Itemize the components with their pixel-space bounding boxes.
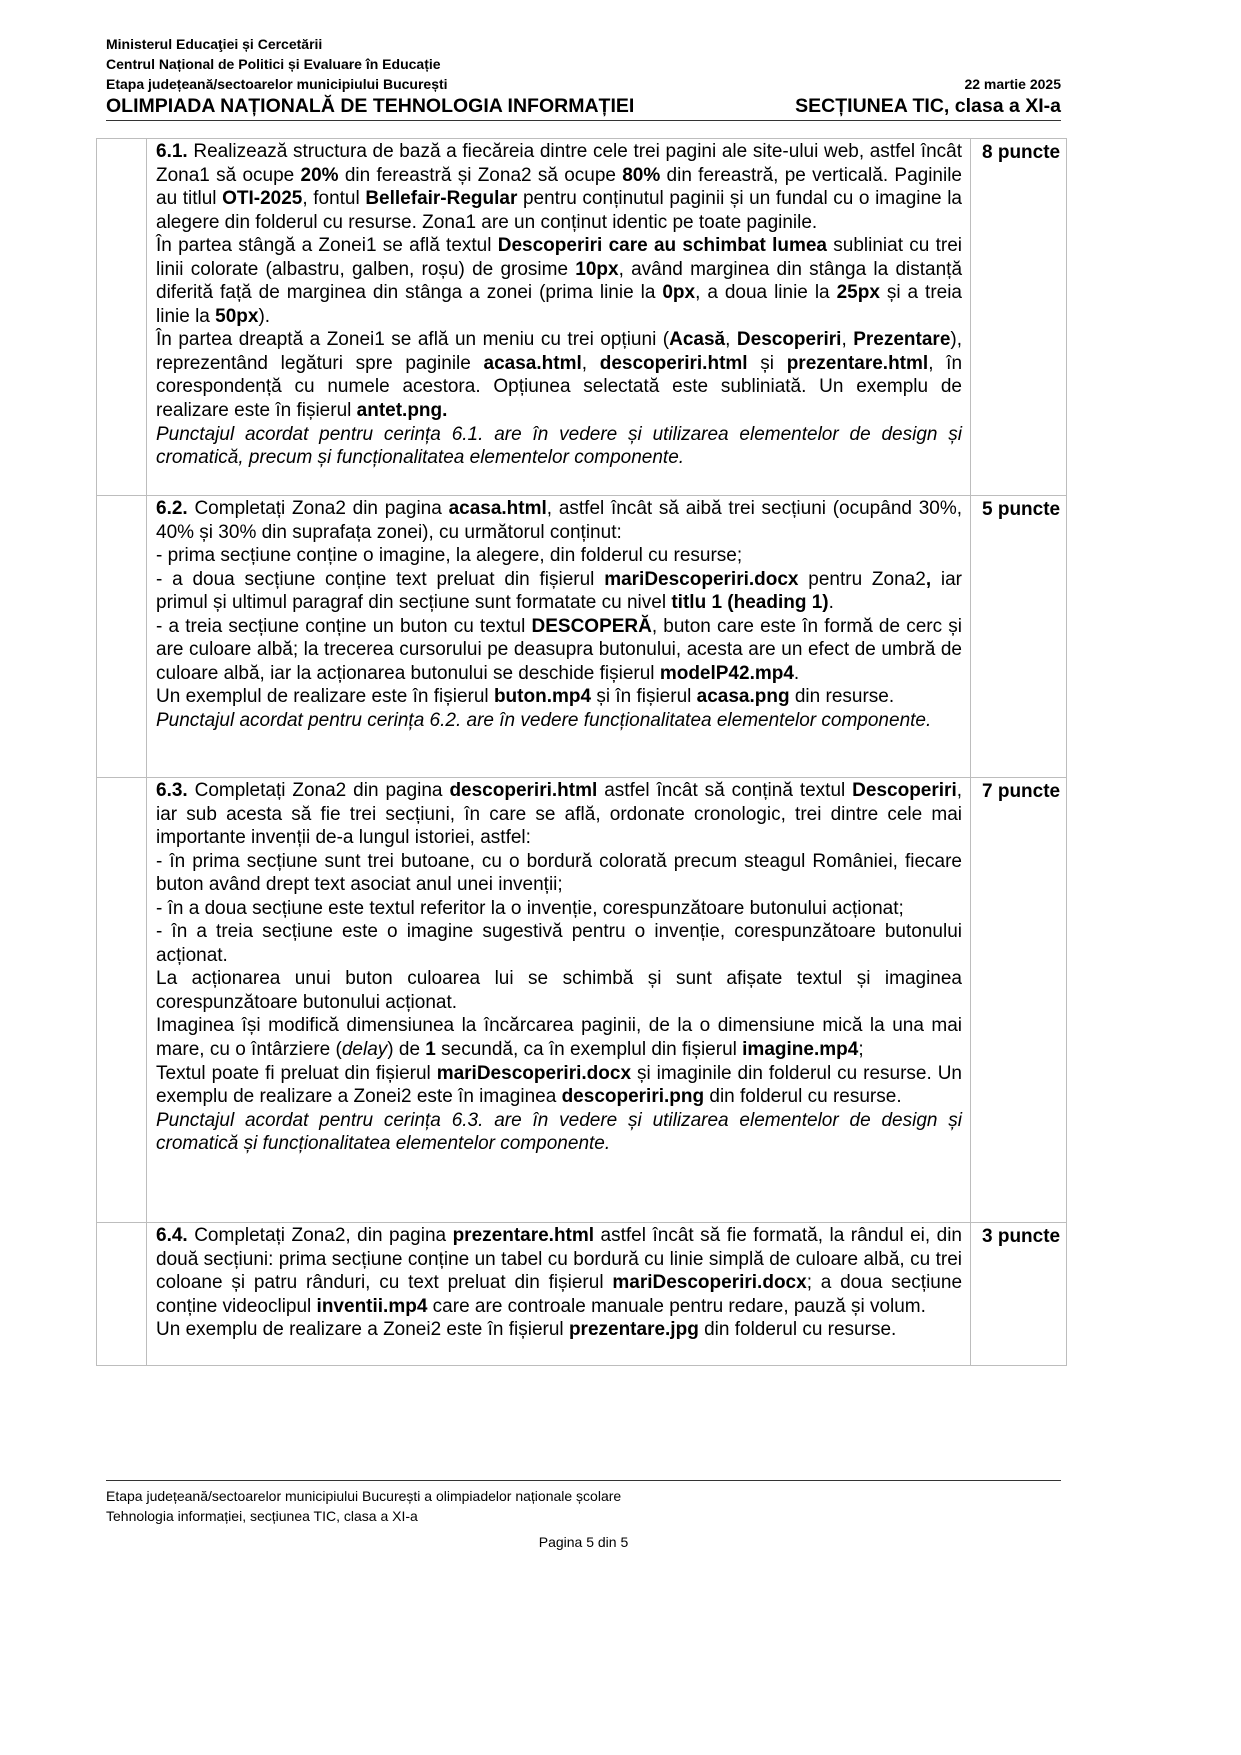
bold-text: modelP42.mp4 [659, 662, 794, 684]
task-points: 8 puncte [971, 139, 1067, 496]
task-paragraph [156, 850, 962, 897]
task-paragraph [156, 423, 962, 470]
ministry-name: Ministerul Educaţiei și Cercetării [106, 36, 323, 52]
bold-text: Descoperiri [852, 780, 957, 801]
text-run: și imaginile din folderul cu resurse. Un exemplu de realizare a Zonei2 este în imaginea [156, 1062, 962, 1108]
task-text [147, 778, 971, 1223]
footer-stage: Etapa județeană/sectoarelor municipiului București a olimpiadelor naționale școlare [106, 1488, 622, 1504]
task-paragraph [156, 1109, 962, 1156]
bold-text: 6.2. [156, 498, 188, 519]
text-run: secundă, ca în exemplul din fișierul [435, 1039, 743, 1061]
text-run: ) de [387, 1039, 426, 1061]
task-paragraph [156, 328, 962, 422]
text-run: Imaginea își modifică dimensiunea la încărcarea paginii, de la o dimensiune mică la una mai mare, cu o întârziere ( [156, 1015, 962, 1061]
task-paragraph [156, 1318, 962, 1342]
italic-text: Punctajul acordat pentru cerința 6.3. are în vedere și utilizarea elementelor de design și cromatică și funcționalitatea elementelor componente. [156, 1109, 962, 1155]
bold-text: mariDescoperiri.docx [612, 1272, 807, 1294]
text-run: Completați Zona2, din pagina [187, 1225, 453, 1246]
text-run: , iar sub acesta să fie trei secțiuni, în care se află, ordonate cronologic, trei dintre cele mai importante invenții de-a lungul istoriei, astfel: [156, 780, 962, 849]
italic-text: Punctajul acordat pentru cerința 6.2. are în vedere funcționalitatea elementelor componente. [156, 709, 932, 731]
text-run: , astfel încât să aibă trei secțiuni (ocupând 30%, 40% și 30% din suprafața zonei), cu următorul conținut: [156, 498, 963, 543]
text-run: din fereastră și Zona2 să ocupe [338, 164, 623, 186]
task-row [97, 778, 1067, 1223]
empty-cell [97, 1223, 147, 1366]
bold-text: inventii.mp4 [316, 1295, 428, 1317]
bold-text: imagine.mp4 [742, 1039, 859, 1061]
text-run: pentru conținutul paginii și un fundal cu o imagine la alegere din folderul cu resurse. Zona1 are un conținut identic pe toate paginile. [156, 188, 962, 233]
task-paragraph [156, 685, 962, 709]
bold-text: prezentare.html [786, 352, 929, 374]
bold-text: mariDescoperiri.docx [604, 568, 799, 590]
text-run: , fontul [302, 188, 366, 210]
bold-text: DESCOPERĂ [531, 615, 652, 637]
bold-text: descoperiri.png [561, 1086, 705, 1108]
task-row [97, 496, 1067, 778]
bold-text: 6.1. [156, 141, 188, 162]
section-label: SECȚIUNEA TIC, clasa a XI-a [795, 95, 1061, 117]
bold-text: 10px [575, 258, 619, 280]
text-run: - prima secțiune conține o imagine, la alegere, din folderul cu resurse; [156, 545, 743, 567]
text-run: subliniat cu trei linii colorate (albastru, galben, roșu) de grosime [156, 235, 962, 280]
text-run: . [793, 662, 800, 684]
empty-cell [97, 139, 147, 496]
task-points: 3 puncte [971, 1223, 1067, 1366]
task-text [147, 496, 971, 778]
task-paragraph [156, 497, 962, 544]
text-run: - în a treia secțiune este o imagine sugestivă pentru o invenție, corespunzătoare butonului acționat. [156, 921, 962, 966]
bold-text: Acasă [669, 329, 726, 351]
bold-text: 0px [662, 282, 696, 304]
bold-text: titlu 1 (heading 1) [671, 592, 829, 614]
task-paragraph [156, 234, 962, 328]
text-run: În partea stângă a Zonei1 se află textul [156, 235, 498, 257]
footer-divider [106, 1480, 1061, 1481]
olympiad-title: OLIMPIADA NAȚIONALĂ DE TEHNOLOGIA INFORMAȚIEI [106, 95, 635, 117]
text-run: ), reprezentând legături spre paginile [156, 329, 963, 374]
bold-text: descoperiri.html [449, 780, 598, 801]
header-divider [106, 120, 1061, 121]
text-run: și a treia linie la [156, 282, 962, 327]
bold-text: 6.3. [156, 780, 188, 801]
text-run: Un exemplul de realizare este în fișierul [156, 686, 494, 708]
bold-text: 50px [215, 305, 259, 327]
bold-text: , [925, 568, 932, 590]
task-text [147, 1223, 971, 1366]
text-run: , în corespondență cu numele acestora. Opțiunea selectată este subliniată. Un exemplu de realizare este în fișierul [156, 352, 963, 422]
text-run: Completați Zona2 din pagina [187, 498, 449, 519]
task-points: 5 puncte [971, 496, 1067, 778]
task-paragraph [156, 1014, 962, 1061]
page-header [106, 34, 1061, 118]
bold-text: Descoperiri [736, 329, 842, 351]
text-run: ; a doua secțiune conține videoclipul [156, 1272, 963, 1317]
bold-text: antet.png. [356, 400, 448, 422]
task-paragraph [156, 140, 962, 234]
italic-text: Punctajul acordat pentru cerința 6.1. are în vedere și utilizarea elementelor de design și cromatică, precum și funcționalitatea elementelor componente. [156, 423, 962, 469]
text-run: - a doua secțiune conține text preluat din fișierul [156, 568, 605, 590]
text-run: și în fișierul [591, 686, 697, 708]
text-run: Realizează structura de bază a fiecăreia dintre cele trei pagini ale site-ului web, astfel încât Zona1 să ocupe [156, 141, 962, 186]
task-paragraph [156, 709, 962, 733]
bold-text: prezentare.jpg [568, 1319, 699, 1341]
task-paragraph [156, 568, 962, 615]
title-row [106, 94, 1061, 118]
bold-text: 20% [300, 164, 339, 186]
text-run: , a doua linie la [695, 282, 837, 304]
bold-text: acasa.png [696, 686, 790, 708]
footer-subject: Tehnologia informației, secțiunea TIC, clasa a XI-a [106, 1508, 418, 1524]
text-run: și [747, 352, 787, 374]
bold-text: prezentare.html [452, 1225, 595, 1246]
text-run: , buton care este în formă de cerc și are culoare albă; la trecerea cursorului pe deasupra butonului, acesta are un efect de umbră de culoare albă, iar la acționarea butonului se deschide fișierul [156, 615, 963, 684]
bold-text: OTI-2025 [222, 188, 303, 210]
task-points: 7 puncte [971, 778, 1067, 1223]
text-run: În partea dreaptă a Zonei1 se află un meniu cu trei opțiuni ( [156, 329, 670, 351]
bold-text: mariDescoperiri.docx [436, 1062, 632, 1084]
bold-text: Prezentare [853, 329, 951, 351]
page-number: Pagina 5 din 5 [538, 1534, 629, 1550]
task-paragraph [156, 544, 962, 568]
text-run: ). [258, 305, 271, 327]
bold-text: acasa.html [483, 352, 582, 374]
text-run: - a treia secțiune conține un buton cu textul [156, 615, 532, 637]
center-name: Centrul Național de Politici și Evaluare în Educație [106, 56, 441, 72]
empty-cell [97, 496, 147, 778]
bold-text: descoperiri.html [599, 352, 748, 374]
text-run: din resurse. [789, 686, 895, 708]
text-run: astfel încât să conțină textul [597, 780, 853, 801]
bold-text: 6.4. [156, 1225, 188, 1246]
text-run: din folderul cu resurse. [698, 1319, 897, 1341]
text-run: astfel încât să fie formată, la rândul ei, din două secțiuni: prima secțiune conține un tabel cu bordură cu linie simplă de culoare albă, cu trei coloane și patru rânduri, cu text preluat din fișierul [156, 1225, 962, 1294]
task-text [147, 139, 971, 496]
italic-text: delay [341, 1039, 388, 1061]
text-run: Un exemplu de realizare a Zonei2 este în fișierul [156, 1319, 569, 1341]
stage-row [106, 74, 1061, 94]
page-footer [106, 1486, 1061, 1552]
task-paragraph [156, 1062, 962, 1109]
text-run: , [725, 329, 737, 351]
text-run: , [841, 329, 854, 351]
task-paragraph [156, 779, 962, 850]
task-paragraph [156, 615, 962, 686]
text-run: La acționarea unui buton culoarea lui se schimbă și sunt afișate textul și imaginea corespunzătoare butonului acționat. [156, 968, 962, 1013]
task-paragraph [156, 967, 962, 1014]
text-run: pentru Zona2 [798, 568, 926, 590]
text-run: - în a doua secțiune este textul referitor la o invenție, corespunzătoare butonului acționat; [156, 897, 904, 919]
task-row [97, 1223, 1067, 1366]
text-run: ; [858, 1039, 864, 1061]
task-paragraph [156, 1224, 962, 1318]
bold-text: buton.mp4 [493, 686, 592, 708]
text-run: , [581, 352, 600, 374]
task-row [97, 139, 1067, 496]
task-paragraph [156, 920, 962, 967]
bold-text: 25px [836, 282, 880, 304]
text-run: din folderul cu resurse. [704, 1086, 902, 1108]
text-run: . [828, 592, 834, 614]
text-run: care are controale manuale pentru redare, pauză și volum. [427, 1295, 926, 1317]
bold-text: 80% [622, 164, 661, 186]
bold-text: 1 [425, 1039, 436, 1061]
empty-cell [97, 778, 147, 1223]
text-run: - în prima secțiune sunt trei butoane, cu o bordură colorată precum steagul României, fiecare buton având drept text asociat anul unei invenții; [156, 850, 962, 896]
task-paragraph [156, 897, 962, 921]
text-run: Textul poate fi preluat din fișierul [156, 1062, 437, 1084]
tasks-table [96, 138, 1067, 1366]
text-run: iar primul și ultimul paragraf din secțiune sunt formatate cu nivel [156, 568, 962, 614]
bold-text: acasa.html [448, 498, 547, 519]
bold-text: Descoperiri care au schimbat lumea [497, 235, 827, 257]
exam-date: 22 martie 2025 [964, 76, 1061, 92]
bold-text: Bellefair-Regular [365, 188, 518, 210]
text-run: , având marginea din stânga la distanță diferită față de marginea din stânga a zonei (prima linie la [156, 258, 963, 304]
text-run: din fereastră, pe verticală. Paginile au titlul [156, 164, 963, 210]
text-run: Completați Zona2 din pagina [187, 780, 450, 801]
stage-name: Etapa județeană/sectoarelor municipiului București [106, 76, 448, 92]
